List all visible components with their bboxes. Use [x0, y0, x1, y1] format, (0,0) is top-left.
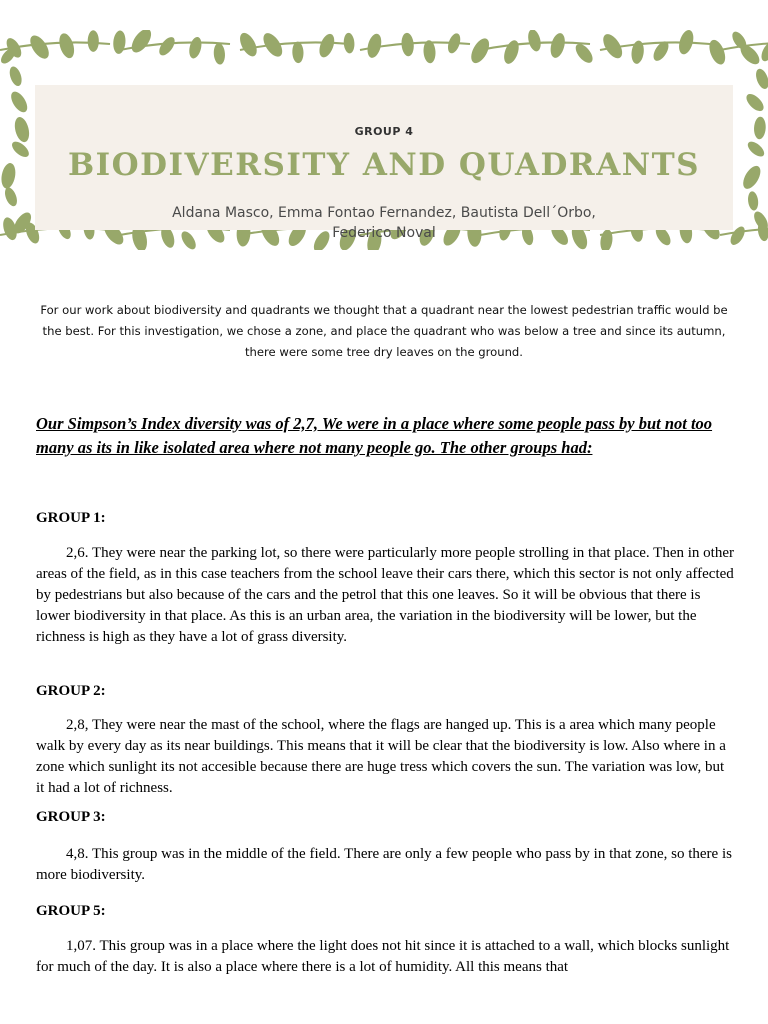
group-1-text: 2,6. They were near the parking lot, so there were particularly more people strolling in that place. Then in other areas of the field, as in this case teachers from the school leave their cars there, which this sector is not only affected by pedestrians but also because of the cars and the petrol that this one leaves. So it will be obvious that there is lower biodiversity in that place. As this is an urban area, the variation in the biodiversity will be lower, but the richness is high as they have a lot of grass diversity. — [36, 545, 734, 645]
leaf-shape — [740, 163, 764, 192]
group-1-heading: GROUP 1: — [36, 510, 106, 526]
leaf-shape — [745, 139, 767, 159]
leaf-shape — [8, 89, 31, 115]
group-5-heading: GROUP 5: — [36, 903, 106, 919]
leaf-shape — [526, 30, 543, 53]
leaf-shape — [156, 34, 177, 58]
leaf-shape — [754, 67, 768, 91]
group-label: GROUP 4 — [354, 125, 414, 138]
leaf-shape — [743, 91, 766, 114]
leaf-shape — [292, 41, 304, 63]
authors — [115, 203, 653, 243]
header-banner — [0, 30, 768, 250]
authors-line-1: Aldana Masco, Emma Fontao Fernandez, Bautista Dell´Orbo, — [172, 205, 596, 221]
leaf-shape — [88, 30, 99, 52]
title-card — [35, 85, 733, 241]
leaf-shape — [187, 36, 203, 60]
leaf-shape — [501, 38, 521, 65]
leaf-shape — [572, 41, 595, 66]
leaf-shape — [706, 38, 728, 67]
leaf-shape — [128, 30, 155, 56]
leaf-shape — [27, 32, 53, 61]
authors-line-2: Federico Noval — [332, 225, 436, 241]
group-3-heading: GROUP 3: — [36, 809, 106, 825]
group-2-heading: GROUP 2: — [36, 683, 106, 699]
leaf-shape — [213, 43, 226, 65]
leaf-shape — [237, 30, 261, 59]
leaf-shape — [57, 32, 77, 60]
leaf-shape — [12, 116, 31, 144]
leaf-shape — [753, 116, 766, 139]
leaf-shape — [747, 191, 759, 211]
leaf-shape — [112, 30, 126, 54]
leaf-shape — [7, 65, 23, 88]
page-title: BIODIVERSITY AND QUADRANTS — [67, 147, 701, 183]
group-3-text: 4,8. This group was in the middle of the field. There are only a few people who pass by in that zone, so there is more biodiversity. — [36, 846, 732, 883]
leaf-shape — [0, 162, 17, 190]
leaf-shape — [316, 32, 337, 60]
leaf-shape — [548, 32, 567, 60]
intro-paragraph: For our work about biodiversity and quadrants we thought that a quadrant near the lowest pedestrian traffic would be the best. For this investigation, we chose a zone, and place the quadrant who was below a tree and since its autumn, there were some tree dry leaves on the ground. — [40, 303, 728, 359]
group-2-text: 2,8, They were near the mast of the school, where the flags are hanged up. This is a area which many people walk by every day as its near buildings. This means that it will be clear that the biodiversity is low. Also where in a zone which sunlight its not accesible because there are huge tress which covers the sun. The variation was low, but it had a lot of richness. — [36, 717, 726, 796]
leaf-shape — [3, 186, 20, 208]
simpson-statement: Our Simpson’s Index diversity was of 2,7, We were in a place where some people pass by but not too many as its in like isolated area where not many people go. The other groups had: — [36, 414, 713, 457]
leaf-shape — [9, 139, 31, 160]
group-5-text: 1,07. This group was in a place where the light does not hit since it is attached to a wall, which blocks sunlight for much of the day. It is also a place where there is a lot of humidity. All this means that — [36, 938, 730, 975]
